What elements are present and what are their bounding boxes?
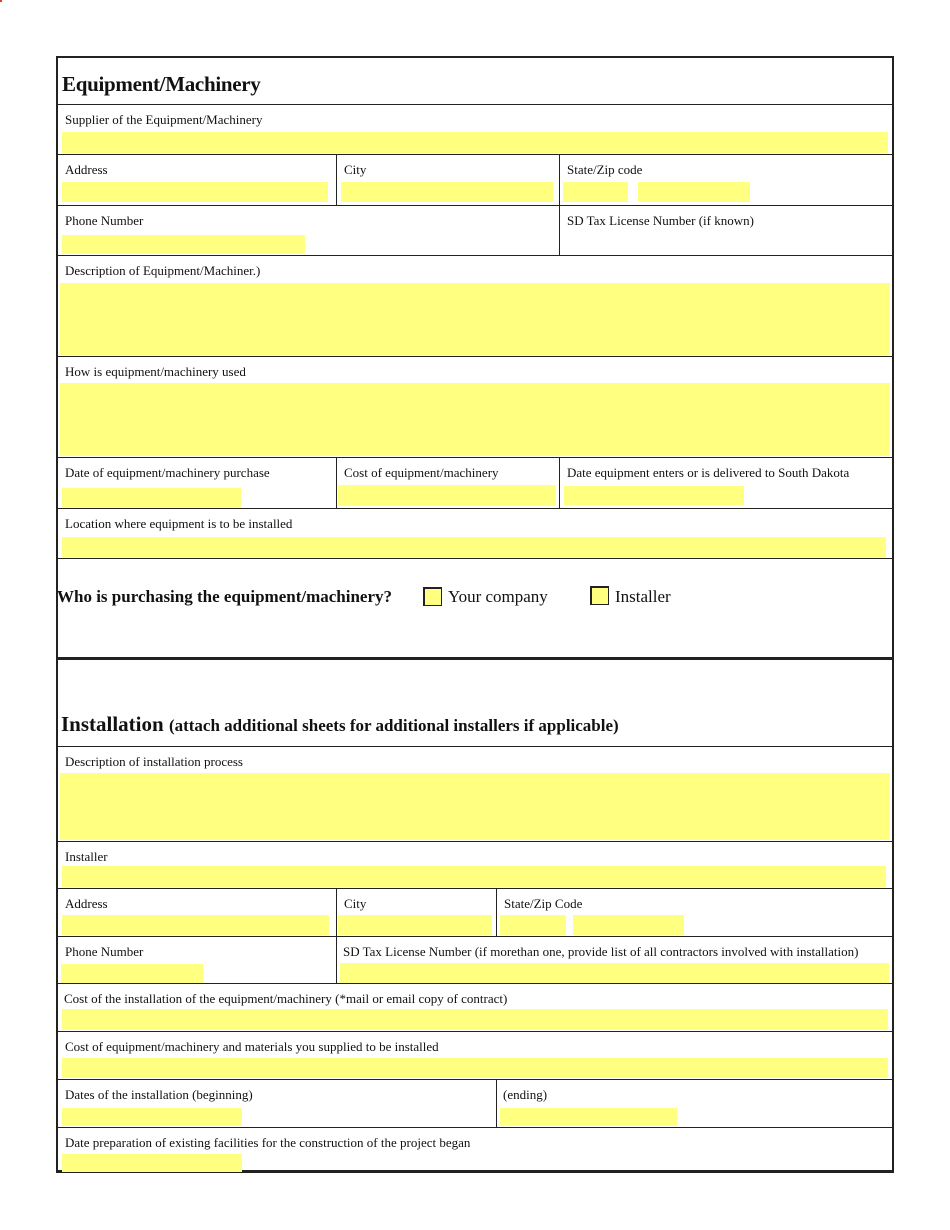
materials-cost-field[interactable] [62,1058,888,1078]
installer-phone-cell [58,937,336,983]
installer-city-label: City [344,896,367,911]
installer-zip-field[interactable] [573,915,684,935]
installer-phone-label: Phone Number [65,944,144,959]
equipment-usage-field[interactable] [60,383,890,456]
equipment-installation-form [56,56,894,1173]
purchaser-question: Who is purchasing the equipment/machinery? [57,587,393,606]
supplier-city-cell [336,155,559,205]
dates-end-field[interactable] [500,1108,677,1126]
equipment-cost-field[interactable] [338,485,556,506]
dates-begin-field[interactable] [62,1108,242,1126]
installation-process-field[interactable] [60,773,890,840]
equipment-description-field[interactable] [60,283,890,355]
installer-field[interactable] [62,866,886,887]
installer-state-cell [496,889,892,936]
supplier-state-field[interactable] [563,182,628,202]
installation-section-title [61,712,619,737]
equipment-purchase-row [58,458,892,509]
prep-date-label: Date preparation of existing facilities for the construction of the project began [65,1135,471,1150]
supplier-field[interactable] [62,132,888,153]
equipment-section-title: Equipment/Machinery [62,72,261,96]
installer-tax-label: SD Tax License Number (if morethan one, provide list of all contractors involved with installation) [343,944,859,959]
installer-address-cell [58,889,336,936]
equipment-usage-label: How is equipment/machinery used [65,364,246,379]
installation-subtitle: (attach additional sheets for additional installers if applicable) [168,716,619,735]
installation-section-header [58,660,892,747]
installer-state-field[interactable] [500,915,566,935]
equipment-cost-label: Cost of equipment/machinery [344,465,499,480]
install-location-label: Location where equipment is to be installed [65,516,293,531]
installer-tax-field[interactable] [340,963,889,983]
supplier-state-zip-label: State/Zip code [567,162,643,177]
installer-phone-field[interactable] [61,964,203,983]
supplier-row [58,105,892,155]
supplier-address-row [58,155,892,206]
equipment-description-row [58,256,892,357]
equipment-section-header [58,58,892,105]
supplier-tax-cell [559,206,892,255]
installer-state-zip-label: State/Zip Code [504,896,583,911]
supplier-phone-row [58,206,892,256]
installer-row [58,842,892,889]
materials-cost-row [58,1032,892,1080]
install-location-row [58,509,892,559]
page-corner-mark [0,0,2,2]
installer-address-field[interactable] [62,915,329,935]
installation-cost-label: Cost of the installation of the equipment/machinery (*mail or email copy of contract) [64,991,508,1006]
supplier-phone-field[interactable] [62,235,305,254]
purchase-date-label: Date of equipment/machinery purchase [65,465,270,480]
equipment-description-label: Description of Equipment/Machiner.) [65,263,261,278]
installer-address-label: Address [65,896,108,911]
dates-end-label: (ending) [503,1087,548,1102]
dates-begin-cell [58,1080,496,1127]
supplier-address-label: Address [65,162,108,177]
supplier-phone-label: Phone Number [65,213,144,228]
installation-process-row [58,747,892,842]
supplier-phone-cell [58,206,559,255]
supplier-city-label: City [344,162,367,177]
supplier-label: Supplier of the Equipment/Machinery [65,112,263,127]
delivery-date-label: Date equipment enters or is delivered to South Dakota [567,465,850,480]
supplier-zip-field[interactable] [638,182,750,202]
your-company-label: Your company [448,587,548,606]
prep-date-field[interactable] [62,1154,242,1172]
supplier-address-cell [58,155,336,205]
installation-process-label: Description of installation process [65,754,243,769]
installer-city-field[interactable] [338,915,492,935]
installation-cost-field[interactable] [62,1009,888,1030]
equipment-usage-row [58,357,892,458]
purchase-date-field[interactable] [62,488,241,507]
installer-tax-cell [336,937,892,983]
installer-city-cell [336,889,496,936]
installation-title: Installation [61,712,164,736]
delivery-date-cell [559,458,892,508]
installer-option-label: Installer [615,587,671,606]
installation-dates-row [58,1080,892,1128]
supplier-city-field[interactable] [341,182,553,202]
supplier-state-cell [559,155,892,205]
purchase-date-cell [58,458,336,508]
purchaser-row [58,559,892,660]
installer-checkbox[interactable] [590,586,609,605]
installer-label: Installer [65,849,108,864]
materials-cost-label: Cost of equipment/machinery and materials you supplied to be installed [65,1039,439,1054]
installer-address-row [58,889,892,937]
dates-end-cell [496,1080,892,1127]
installation-cost-row [58,984,892,1032]
supplier-tax-label: SD Tax License Number (if known) [567,213,754,228]
your-company-checkbox[interactable] [423,587,442,606]
supplier-address-field[interactable] [62,182,328,202]
installer-phone-row [58,937,892,984]
delivery-date-field[interactable] [564,486,744,505]
prep-date-row [58,1128,892,1172]
install-location-field[interactable] [62,537,886,557]
equipment-cost-cell [336,458,559,508]
dates-begin-label: Dates of the installation (beginning) [65,1087,253,1102]
